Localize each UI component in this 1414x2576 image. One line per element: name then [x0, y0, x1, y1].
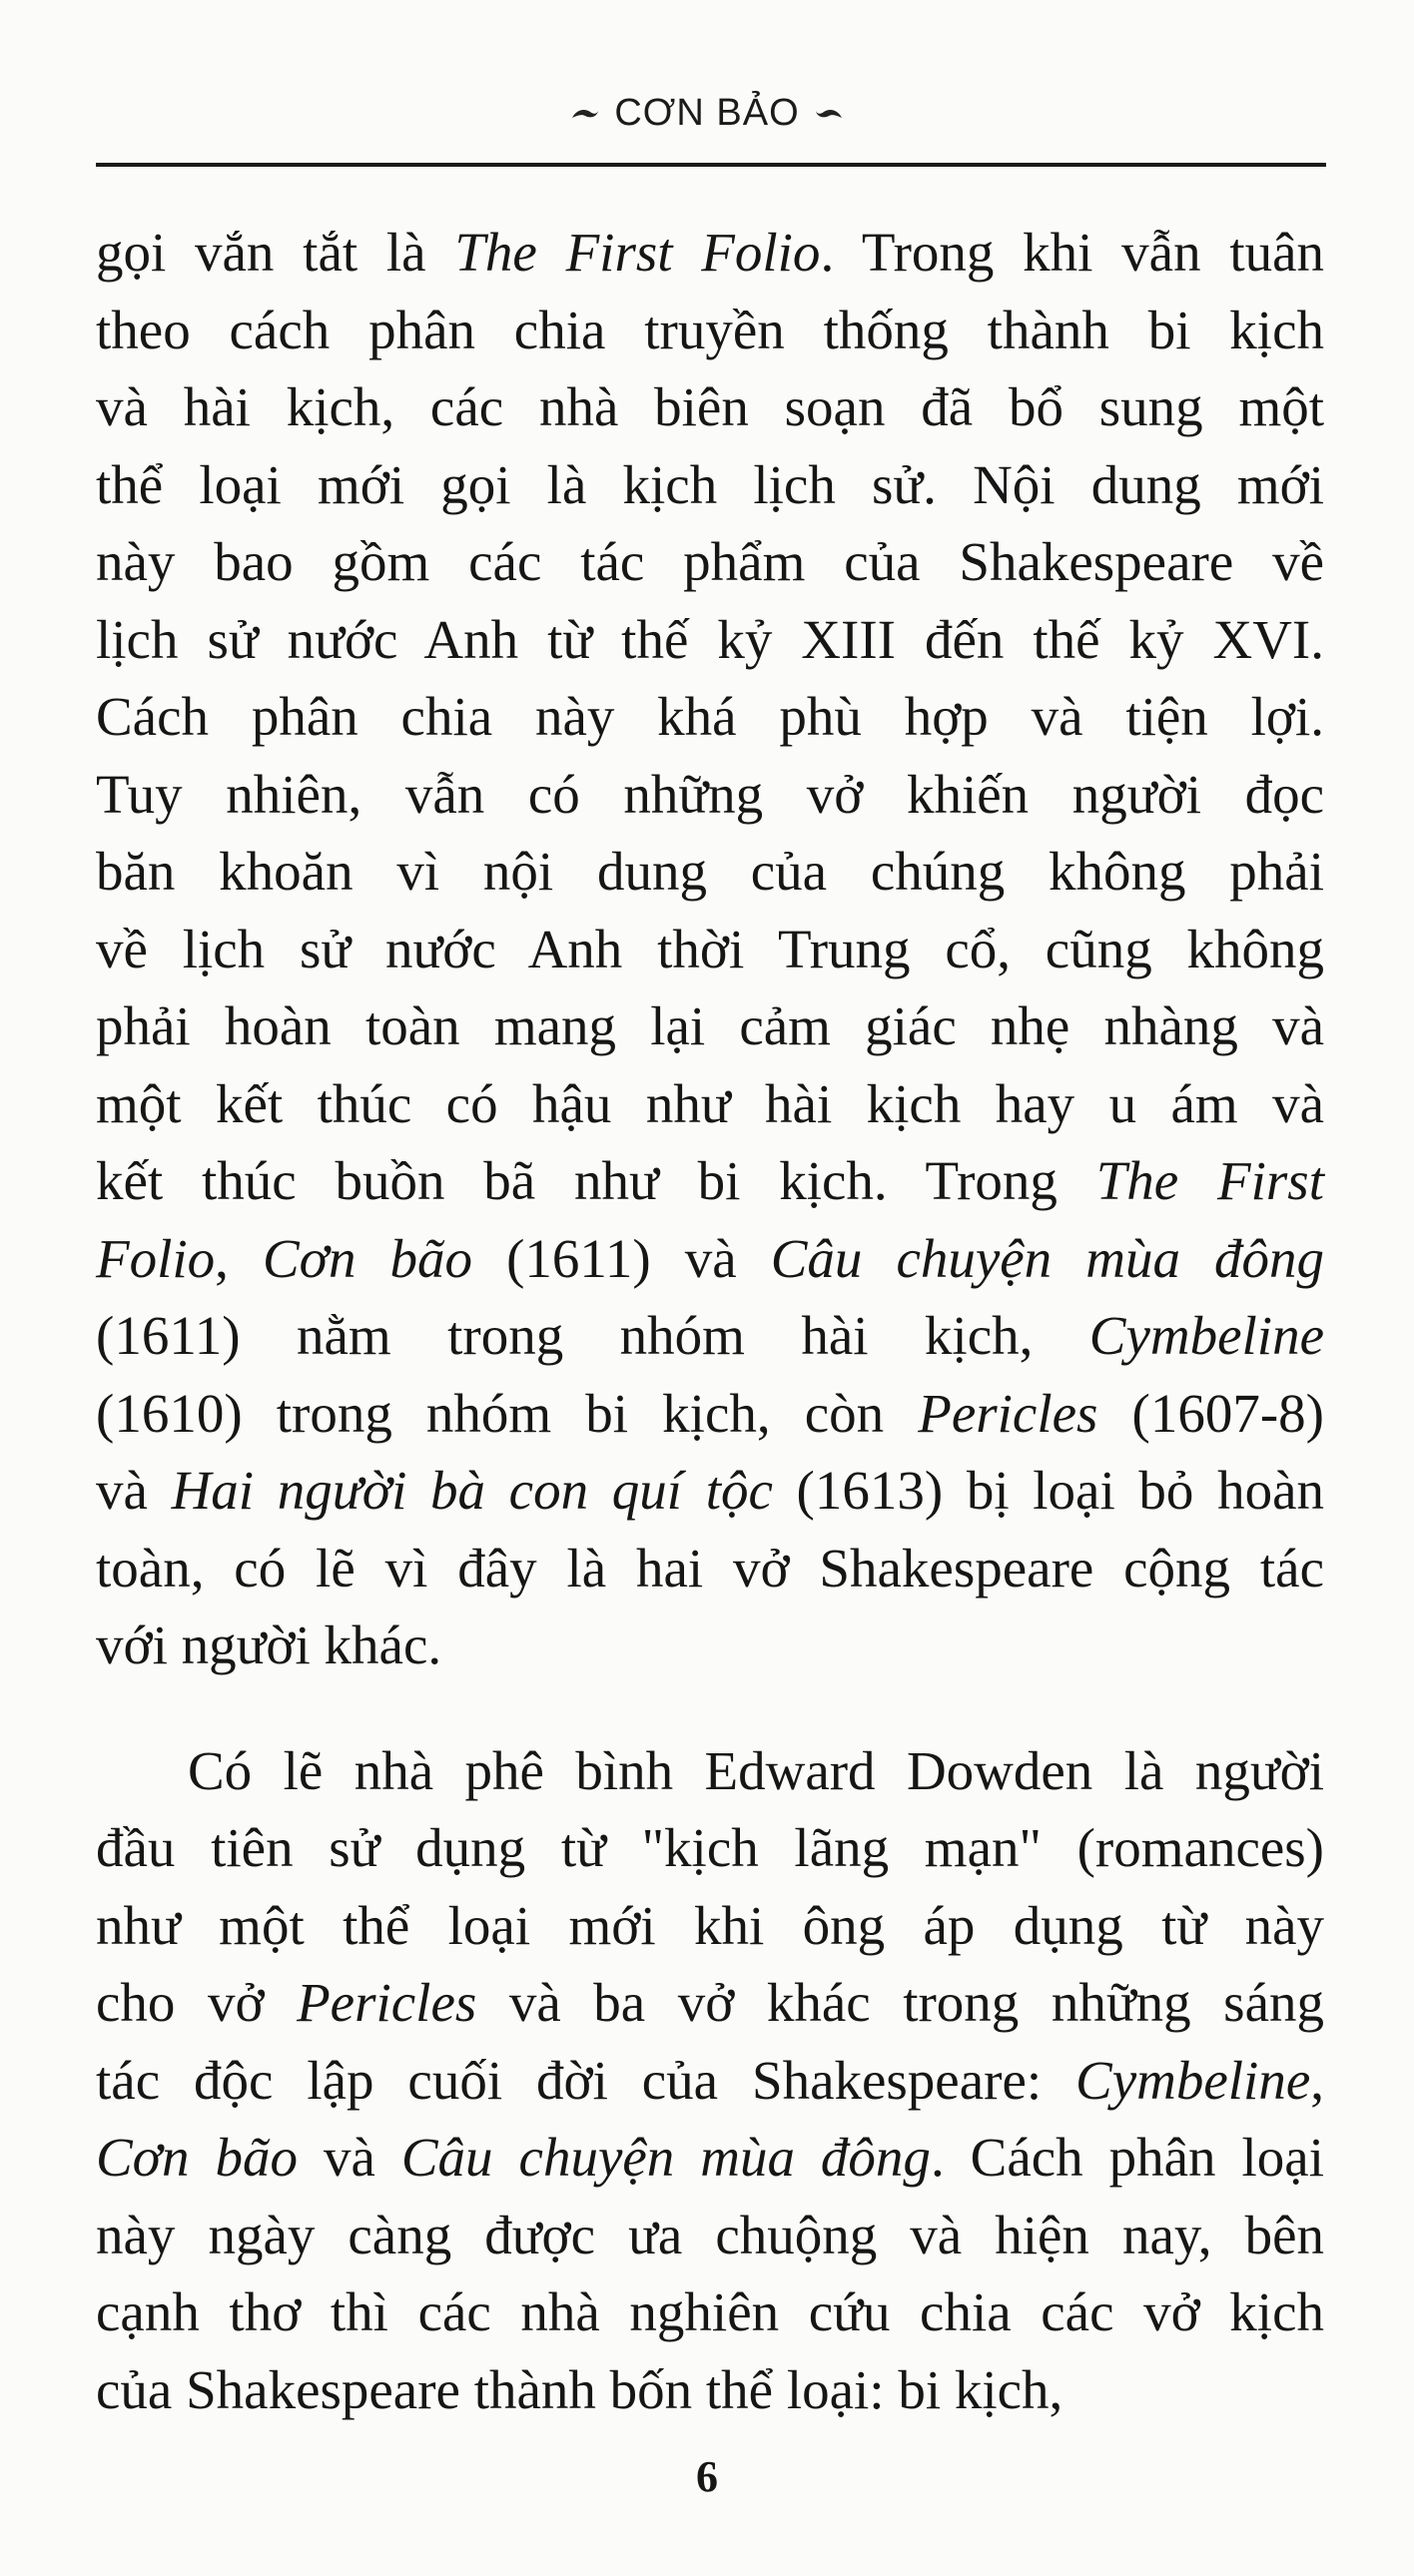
text-line — [96, 1530, 1324, 1608]
text-run: Có lẽ nhà phê bình Edward Dowden là người — [188, 1739, 1324, 1801]
text-run: đầu tiên sử dụng từ "kịch lãng mạn" (romances) — [96, 1817, 1324, 1878]
text-run: cho vở — [96, 1972, 298, 2033]
text-run: phải hoàn toàn mang lại cảm giác nhẹ nhàng và — [96, 995, 1324, 1056]
text-run: , — [215, 1227, 263, 1289]
running-header — [0, 92, 1414, 135]
paragraph-gap — [96, 1684, 1324, 1732]
header-divider — [96, 163, 1326, 167]
text-run: (1611) và — [472, 1227, 771, 1289]
text-line — [96, 1375, 1324, 1453]
text-line — [96, 987, 1324, 1065]
text-line — [96, 678, 1324, 756]
text-line — [96, 1065, 1324, 1143]
text-line — [96, 911, 1324, 988]
italic-title: Hai người bà con quí tộc — [171, 1460, 773, 1521]
text-line — [96, 1964, 1324, 2042]
text-run: về lịch sử nước Anh thời Trung cổ, cũng không — [96, 918, 1324, 979]
text-run: . Cách phân loại — [930, 2127, 1324, 2188]
text-run: , — [1310, 2049, 1324, 2111]
text-line — [96, 1809, 1324, 1887]
italic-title: Cơn bão — [262, 1227, 473, 1289]
italic-title: The First — [1095, 1150, 1324, 1211]
body-text — [96, 214, 1324, 2428]
italic-title: Câu chuyện mùa đông — [400, 2127, 931, 2188]
paragraph — [96, 214, 1324, 1684]
text-run: (1611) nằm trong nhóm hài kịch, — [96, 1305, 1089, 1366]
text-run: như một thể loại mới khi ông áp dụng từ này — [96, 1894, 1324, 1956]
text-run: băn khoăn vì nội dung của chúng không phải — [96, 841, 1324, 902]
text-run: lịch sử nước Anh từ thế kỷ XIII đến thế kỷ XVI. — [96, 608, 1324, 670]
italic-title: Pericles — [918, 1382, 1098, 1444]
text-line — [96, 1297, 1324, 1375]
italic-title: Cymbeline — [1088, 1305, 1324, 1366]
text-line — [96, 1732, 1324, 1810]
italic-title: Folio — [96, 1227, 216, 1289]
text-line — [96, 368, 1324, 446]
text-line — [96, 2351, 1324, 2429]
text-run: của Shakespeare thành bốn thể loại: bi kịch, — [96, 2358, 1063, 2420]
text-run: Tuy nhiên, vẫn có những vở khiến người đọc — [96, 763, 1324, 825]
text-line — [96, 601, 1324, 679]
text-line — [96, 833, 1324, 911]
text-run: thể loại mới gọi là kịch lịch sử. Nội dung mới — [96, 453, 1324, 515]
text-run: Cách phân chia này khá phù hợp và tiện lợi. — [96, 686, 1324, 747]
left-ornament-icon — [570, 106, 600, 122]
text-line — [96, 1452, 1324, 1530]
text-run: kết thúc buồn bã như bi kịch. Trong — [96, 1150, 1096, 1211]
text-line — [96, 292, 1324, 369]
italic-title: Cơn bão — [96, 2127, 299, 2188]
text-line — [96, 1142, 1324, 1220]
text-run: một kết thúc có hậu như hài kịch hay u ám và — [96, 1072, 1324, 1134]
text-run: và — [96, 1460, 172, 1521]
text-run: gọi vắn tắt là — [96, 222, 455, 283]
text-line — [96, 756, 1324, 834]
text-run: với người khác. — [96, 1614, 442, 1675]
text-run: (1613) bị loại bỏ hoàn — [772, 1460, 1324, 1521]
text-run: (1607-8) — [1097, 1382, 1324, 1444]
text-run: cạnh thơ thì các nhà nghiên cứu chia các vở kịch — [96, 2281, 1324, 2342]
text-run: và ba vở khác trong những sáng — [476, 1972, 1325, 2033]
text-line — [96, 214, 1324, 292]
text-run: . Trong khi vẫn tuân — [820, 222, 1325, 283]
right-ornament-icon — [814, 106, 844, 122]
text-line — [96, 1220, 1324, 1298]
text-line — [96, 2042, 1324, 2120]
text-line — [96, 2119, 1324, 2197]
text-line — [96, 1607, 1324, 1684]
text-line — [96, 523, 1324, 601]
text-run: và — [298, 2127, 401, 2188]
text-run: tác độc lập cuối đời của Shakespeare: — [96, 2049, 1076, 2111]
header-title: CƠN BẢO — [614, 92, 800, 134]
text-run: (1610) trong nhóm bi kịch, còn — [96, 1382, 919, 1444]
italic-title: The First Folio — [454, 222, 821, 283]
paragraph — [96, 1732, 1324, 2429]
text-run: theo cách phân chia truyền thống thành bi kịch — [96, 299, 1324, 360]
italic-title: Câu chuyện mùa đông — [770, 1227, 1324, 1289]
text-line — [96, 2197, 1324, 2274]
text-run: này bao gồm các tác phẩm của Shakespeare về — [96, 531, 1324, 592]
italic-title: Cymbeline — [1075, 2049, 1311, 2111]
text-line — [96, 446, 1324, 524]
page-number: 6 — [696, 2452, 718, 2501]
text-run: này ngày càng được ưa chuộng và hiện nay, bên — [96, 2204, 1324, 2265]
italic-title: Pericles — [297, 1972, 477, 2033]
text-line — [96, 2273, 1324, 2351]
text-run: toàn, có lẽ vì đây là hai vở Shakespeare cộng tác — [96, 1537, 1324, 1599]
text-run: và hài kịch, các nhà biên soạn đã bổ sung một — [96, 376, 1324, 437]
text-line — [96, 1887, 1324, 1965]
